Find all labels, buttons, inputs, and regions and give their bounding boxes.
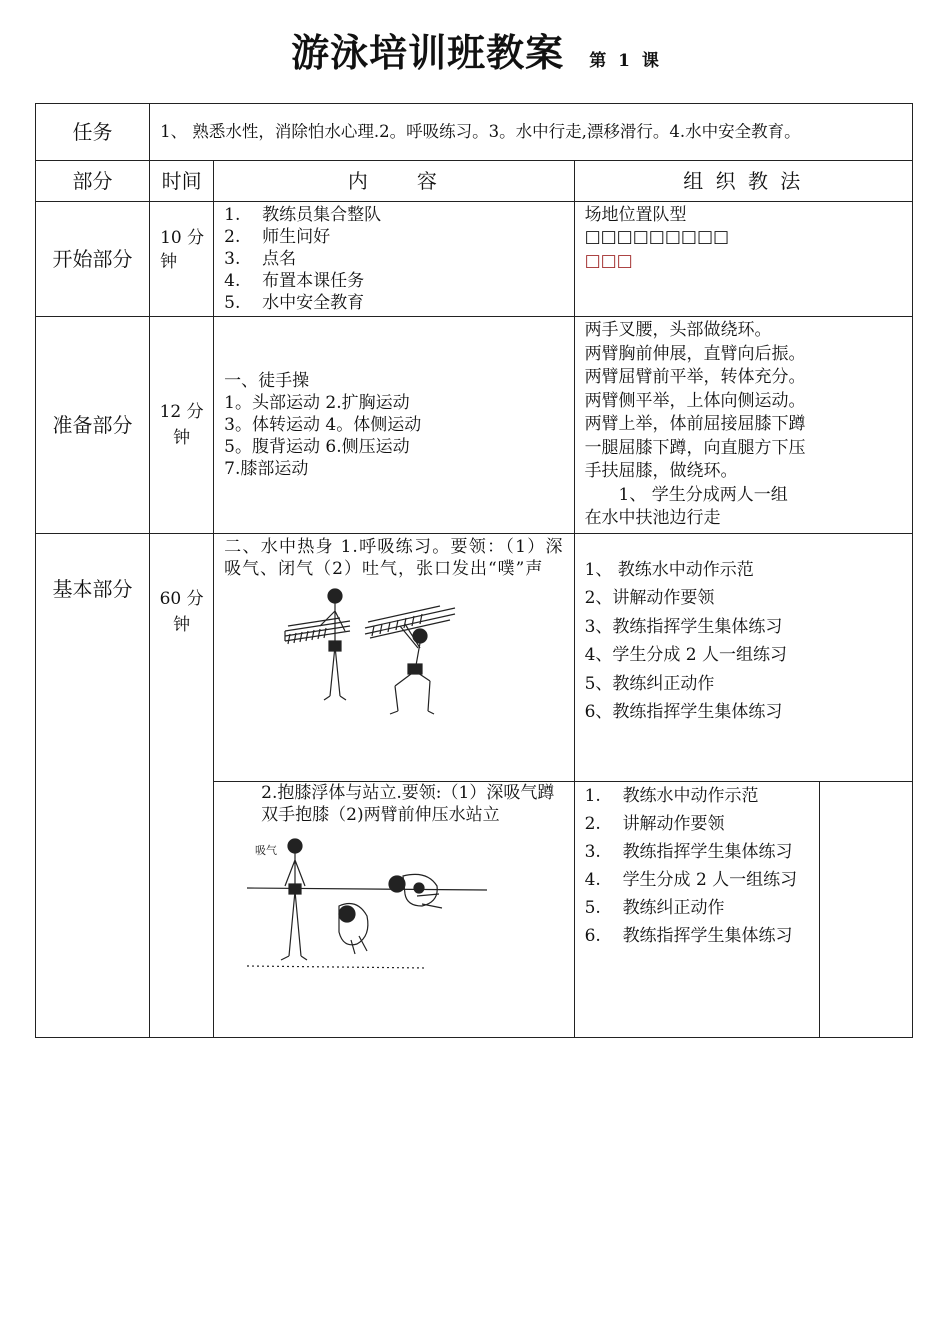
list-item: 1. 教练水中动作示范: [584, 785, 759, 806]
empty-cell: [819, 781, 912, 1037]
list-item: 5. 水中安全教育: [224, 293, 365, 313]
list-item: 3. 教练指挥学生集体练习: [584, 841, 793, 862]
header-content: 内 容: [214, 161, 574, 202]
basic-method-list-1: [585, 556, 902, 727]
prep-time: 12 分钟: [150, 317, 214, 534]
method-line: 两臂胸前伸展，直臂向后振。: [584, 343, 806, 364]
formation-boxes-red: □□□: [584, 251, 633, 271]
task-row: [36, 104, 913, 161]
list-item: 3、教练指挥学生集体练习: [584, 616, 783, 637]
prep-line: 5。腹背运动 6.侧压运动: [224, 436, 410, 457]
formation-label: 场地位置队型: [584, 205, 687, 225]
float-drill-text: 2.抱膝浮体与站立.要领:（1）深吸气蹲双手抱膝（2)两臂前伸压水站立: [261, 782, 555, 825]
method-line: 两臂屈臂前平举，转体充分。: [584, 367, 806, 387]
start-time: 10 分钟: [150, 202, 214, 317]
list-item: 2. 讲解动作要领: [584, 813, 725, 834]
start-item-list: [224, 204, 563, 314]
list-item: 2. 师生问好: [224, 227, 331, 247]
prep-line: 1。头部运动 2.扩胸运动: [224, 392, 410, 413]
header-part: 部分: [36, 161, 150, 202]
list-item: 3. 点名: [224, 249, 297, 269]
list-item: 6. 教练指挥学生集体练习: [584, 925, 793, 946]
task-text: 1、 熟悉水性，消除怕水心理.2。呼吸练习。3。水中行走,漂移滑行。4.水中安全教育。: [150, 104, 913, 161]
float-drill-illustration: [247, 836, 497, 976]
method-line: 一腿屈膝下蹲，向直腿方下压: [584, 437, 806, 458]
method-line: 两臂侧平举，上体向侧运动。: [584, 390, 806, 411]
prep-line: 一、徒手操: [224, 370, 310, 391]
list-item: 4. 学生分成 2 人一组练习: [584, 869, 798, 890]
basic-time: 60 分钟: [150, 533, 214, 1037]
prep-line: 3。体转运动 4。体侧运动: [224, 414, 422, 435]
prep-row: [36, 317, 913, 534]
formation-boxes: □□□□□□□□□: [584, 227, 730, 247]
basic-row-1: [36, 533, 913, 781]
list-item: 1、 教练水中动作示范: [584, 559, 754, 580]
header-row: [36, 161, 913, 202]
list-item: 5. 教练纠正动作: [584, 897, 725, 918]
inhale-label: 吸气: [255, 843, 278, 857]
list-item: 6、教练指挥学生集体练习: [584, 702, 783, 722]
start-content: [214, 202, 574, 317]
prep-part-label: 准备部分: [36, 317, 150, 534]
start-row: [36, 202, 913, 317]
method-line: 两臂上举，体前屈接屈膝下蹲: [584, 414, 806, 434]
breathing-drill-illustration: [280, 586, 460, 736]
list-item: 1. 教练员集合整队: [224, 205, 382, 225]
basic-method-2: [574, 781, 819, 1037]
document-title: 游泳培训班教案: [291, 30, 565, 75]
list-item: 2、讲解动作要领: [584, 588, 715, 608]
basic-content-2: [214, 781, 574, 1037]
breathing-drill-text: 二、水中热身 1.呼吸练习。要领：（1）深吸气、闭气（2）吐气，张口发出“噗”声: [224, 536, 564, 579]
prep-method: [574, 317, 912, 534]
start-part-label: 开始部分: [36, 202, 150, 317]
basic-part-label: 基本部分: [36, 533, 150, 1037]
start-method: [574, 202, 912, 317]
document-title-block: [0, 22, 950, 77]
basic-content-1: [214, 533, 574, 781]
method-line: 两手叉腰，头部做绕环。: [584, 320, 772, 340]
method-line: 1、 学生分成两人一组: [584, 484, 788, 505]
method-line: 手扶屈膝，做绕环。: [584, 461, 738, 481]
header-method: 组 织 教 法: [574, 161, 912, 202]
lesson-number: 第 1 课: [589, 51, 659, 71]
prep-line: 7.膝部运动: [224, 458, 309, 479]
task-label: 任务: [36, 104, 150, 161]
list-item: 4. 布置本课任务: [224, 271, 365, 291]
list-item: 4、学生分成 2 人一组练习: [584, 645, 788, 665]
header-time: 时间: [150, 161, 214, 202]
method-line: 在水中扶池边行走: [584, 508, 721, 528]
list-item: 5、教练纠正动作: [584, 673, 715, 694]
prep-content: [214, 317, 574, 534]
basic-method-list-2: [585, 782, 809, 950]
lesson-plan-table: [35, 103, 913, 1038]
basic-method-1: [574, 533, 912, 781]
